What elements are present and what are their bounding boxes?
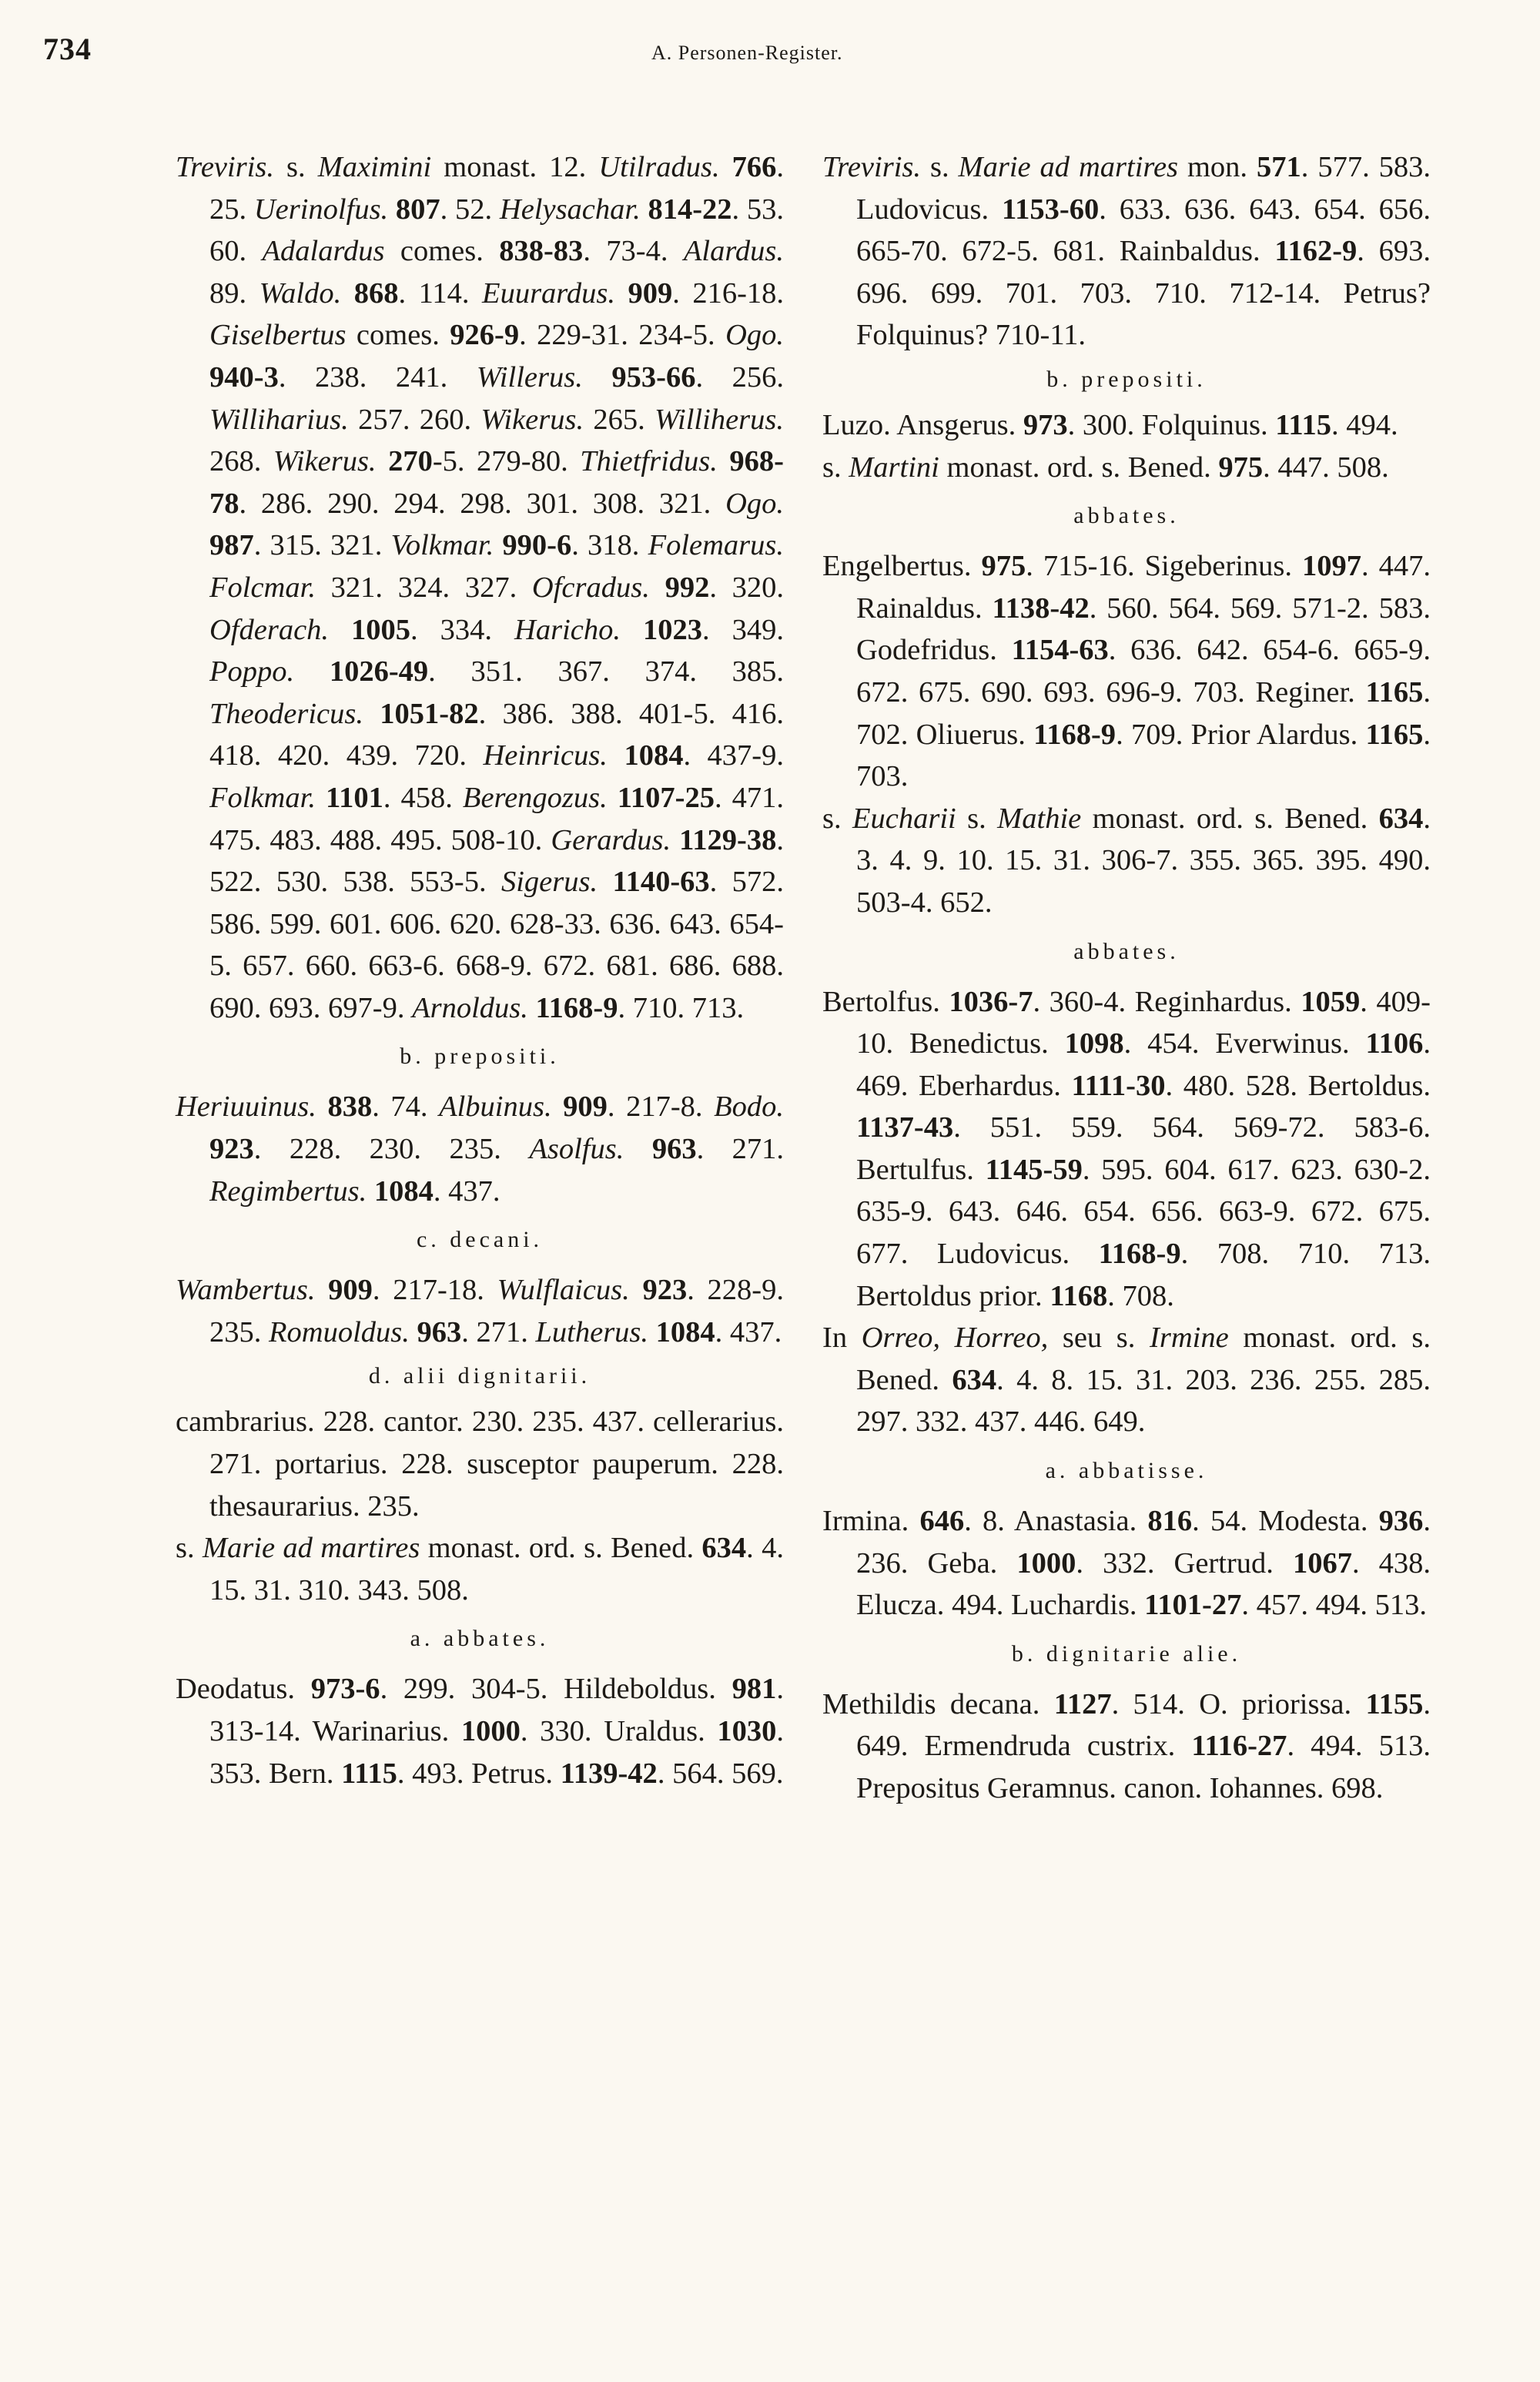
register-entry: s. Marie ad martires monast. ord. s. Bened. 634. 4. 15. 31. 310. 343. 508. (176, 1532, 785, 1606)
register-entry: Heriuuinus. 838. 74. Albuinus. 909. 217-8. Bodo. 923. 228. 230. 235. Asolfus. 963. 271. Regimbertus. 1084. 437. (176, 1090, 785, 1208)
register-entry: In Orreo, Horreo, seu s. Irmine monast. ord. s. Bened. 634. 4. 8. 15. 31. 203. 236. 255. 285. 297. 332. 437. 446. 649. (822, 1322, 1431, 1439)
page-header (43, 31, 1506, 85)
section-subheading: c. decani. (416, 1227, 544, 1253)
section-subheading: abbates. (1073, 938, 1180, 964)
running-head: A. Personen-Register. (651, 42, 843, 64)
register-entry: Wambertus. 909. 217-18. Wulflaicus. 923. 228-9. 235. Romuoldus. 963. 271. Lutherus. 1084. 437. (176, 1274, 784, 1348)
left-column (176, 146, 784, 1794)
section-subheading: a. abbatisse. (1045, 1458, 1208, 1484)
register-entry: s. Eucharii s. Mathie monast. ord. s. Bened. 634. 3. 4. 9. 10. 15. 31. 306-7. 355. 365. 395. 490. 503-4. 652. (822, 802, 1431, 919)
right-column (822, 146, 1431, 1810)
register-entry: Deodatus. 973-6. 299. 304-5. Hildeboldus. 981. 313-14. Warinarius. 1000. 330. Uraldus. 1030. 353. Bern. 1115. 493. Petrus. 1139-42. 564. 569. (176, 1673, 784, 1790)
register-entry: s. Martini monast. ord. s. Bened. 975. 447. 508. (822, 451, 1389, 484)
register-entry: Engelbertus. 975. 715-16. Sigeberinus. 1097. 447. Rainaldus. 1138-42. 560. 564. 569. 571-2. 583. Godefridus. 1154-63. 636. 642. 654-6. 665-9. 672. 675. 690. 693. 696-9. 703. Reginer. 1165. 702. Oliuerus. 1168-9. 709. Prior Alardus. 1165. 703. (822, 550, 1431, 793)
register-entry: Treviris. s. Maximini monast. 12. Utilradus. 766. 25. Uerinolfus. 807. 52. Helysachar. 814-22. 53. 60. Adalardus comes. 838-83. 73-4. Alardus. 89. Waldo. 868. 114. Euurardus. 909. 216-18. Giselbertus comes. 926-9. 229-31. 234-5. Ogo. 940-3. 238. 241. Willerus. 953-66. 256. Williharius. 257. 260. Wikerus. 265. Williherus. 268. Wikerus. 270-5. 279-80. Thietfridus. 968-78. 286. 290. 294. 298. 301. 308. 321. Ogo. 987. 315. 321. Volkmar. 990-6. 318. Folemarus. Folcmar. 321. 324. 327. Ofcradus. 992. 320. Ofderach. 1005. 334. Haricho. 1023. 349. Poppo. 1026-49. 351. 367. 374. 385. Theodericus. 1051-82. 386. 388. 401-5. 416. 418. 420. 439. 720. Heinricus. 1084. 437-9. Folkmar. 1101. 458. Berengozus. 1107-25. 471. 475. 483. 488. 495. 508-10. Gerardus. 1129-38. 522. 530. 538. 553-5. Sigerus. 1140-63. 572. 586. 599. 601. 606. 620. 628-33. 636. 643. 654-5. 657. 660. 663-6. 668-9. 672. 681. 686. 688. 690. 693. 697-9. Arnoldus. 1168-9. 710. 713. (176, 151, 785, 1024)
section-subheading: abbates. (1073, 503, 1180, 529)
register-entry: Luzo. Ansgerus. 973. 300. Folquinus. 1115. 494. (822, 408, 1398, 441)
section-subheading: b. dignitarie alie. (1011, 1640, 1242, 1667)
register-entry: cambrarius. 228. cantor. 230. 235. 437. cellerarius. 271. portarius. 228. susceptor pauperum. 228. thesaurarius. 235. (176, 1405, 784, 1523)
section-subheading: d. alii dignitarii. (368, 1363, 591, 1389)
page-number: 734 (43, 32, 92, 66)
section-subheading: a. abbates. (410, 1626, 550, 1652)
register-entry: Irmina. 646. 8. Anastasia. 816. 54. Modesta. 936. 236. Geba. 1000. 332. Gertrud. 1067. 438. Elucza. 494. Luchardis. 1101-27. 457. 494. 513. (822, 1505, 1431, 1622)
section-subheading: b. prepositi. (400, 1044, 560, 1070)
register-entry: Bertolfus. 1036-7. 360-4. Reginhardus. 1059. 409-10. Benedictus. 1098. 454. Everwinus. 1106. 469. Eberhardus. 1111-30. 480. 528. Bertoldus. 1137-43. 551. 559. 564. 569-72. 583-6. Bertulfus. 1145-59. 595. 604. 617. 623. 630-2. 635-9. 643. 646. 654. 656. 663-9. 672. 675. 677. Ludovicus. 1168-9. 708. 710. 713. Bertoldus prior. 1168. 708. (822, 985, 1431, 1312)
register-entry: Treviris. s. Marie ad martires mon. 571. 577. 583. Ludovicus. 1153-60. 633. 636. 643. 654. 656. 665-70. 672-5. 681. Rainbaldus. 1162-9. 693. 696. 699. 701. 703. 710. 712-14. Petrus? Folquinus? 710-11. (822, 151, 1431, 352)
register-entry: Methildis decana. 1127. 514. O. priorissa. 1155. 649. Ermendruda custrix. 1116-27. 494. 513. Prepositus Geramnus. canon. Iohannes. 698. (822, 1687, 1431, 1804)
section-subheading: b. prepositi. (1046, 366, 1207, 392)
